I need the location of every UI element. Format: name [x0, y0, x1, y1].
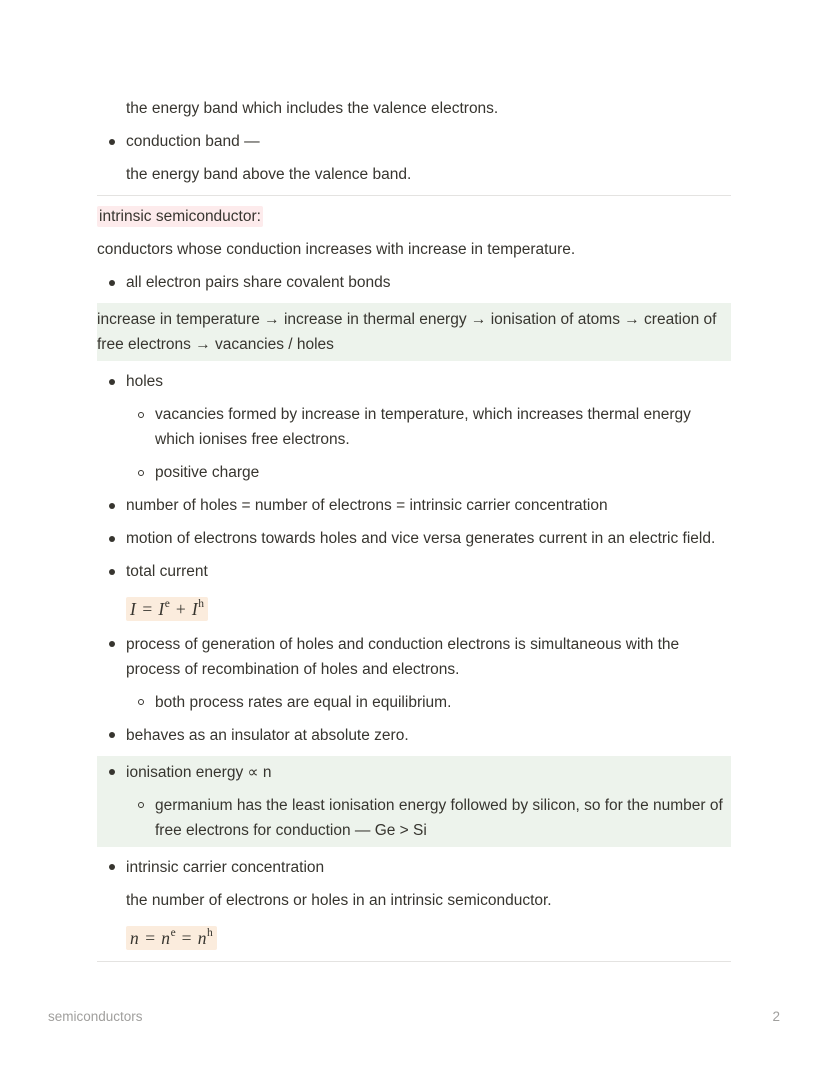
paragraph-valence-band-def: the energy band which includes the valence electrons. [126, 100, 499, 117]
formula-superscript: e [164, 598, 170, 610]
list-item-electron-motion [97, 526, 731, 551]
formula-part: n = n [130, 927, 171, 948]
list-item-text: motion of electrons towards holes and vice versa generates current in an electric field. [126, 530, 716, 547]
formula-carrier-concentration [126, 921, 731, 953]
formula-total-current [126, 592, 731, 624]
bullet-icon [109, 503, 115, 509]
list-item-text: total current [126, 563, 208, 580]
bullet-icon [109, 641, 115, 647]
bullet-marker [97, 632, 126, 657]
circle-bullet-marker [126, 460, 155, 485]
bullet-marker [97, 369, 126, 394]
list-item-insulator [97, 723, 731, 748]
circle-bullet-marker [126, 690, 155, 715]
list-item-total-current [97, 559, 731, 584]
circle-bullet-marker [126, 402, 155, 427]
list-item-text: all electron pairs share covalent bonds [126, 274, 391, 291]
list-item-covalent-bonds [97, 270, 731, 295]
highlighted-term: intrinsic semiconductor: [99, 208, 261, 225]
list-item-text: process of generation of holes and conduction electrons is simultaneous with the process of recombination of holes and electrons. [126, 635, 680, 678]
list-item-text: vacancies formed by increase in temperature, which increases thermal energy which ionises free electrons. [155, 406, 691, 448]
circle-bullet-icon [138, 802, 144, 808]
bullet-marker [97, 270, 126, 295]
highlight-block-temperature-chain [97, 303, 731, 361]
paragraph-intrinsic-def: conductors whose conduction increases with increase in temperature. [97, 241, 576, 258]
list-item-text: ionisation energy ∝ n [126, 763, 272, 781]
bullet-icon [109, 139, 115, 145]
list-item-text: germanium has the least ionisation energy followed by silicon, so for the number of free electrons for conduction — Ge > Si [155, 796, 723, 839]
list-item-carrier-equality [97, 493, 731, 518]
bullet-icon [109, 769, 115, 775]
list-item-text: behaves as an insulator at absolute zero. [126, 726, 409, 744]
paragraph-temperature-chain: increase in temperature → increase in thermal energy → ionisation of atoms → creation of free electrons → vacancies / holes [97, 311, 717, 353]
bullet-icon [109, 536, 115, 542]
footer-doc-title: semiconductors [48, 1009, 143, 1024]
list-item-text: both process rates are equal in equilibrium. [155, 693, 452, 711]
bullet-marker [97, 526, 126, 551]
bullet-marker [97, 855, 126, 880]
bullet-marker [97, 723, 126, 748]
page-footer [48, 1008, 780, 1025]
formula-part: + I [169, 598, 199, 619]
bullet-marker [97, 493, 126, 518]
formula-superscript: h [198, 598, 204, 610]
footer-page-number: 2 [772, 1009, 780, 1024]
list-item-text: conduction band — [126, 133, 260, 150]
paragraph-intrinsic-heading [97, 204, 731, 229]
bullet-marker [97, 559, 126, 584]
list-item-text: number of holes = number of electrons = intrinsic carrier concentration [126, 497, 608, 514]
formula-part: = n [175, 927, 207, 948]
notes-content [97, 88, 731, 970]
math-formula [126, 597, 208, 621]
circle-bullet-icon [138, 412, 144, 418]
bullet-icon [109, 379, 115, 385]
bullet-icon [109, 864, 115, 870]
list-item-holes [97, 369, 731, 394]
math-formula [126, 926, 217, 950]
bullet-icon [109, 280, 115, 286]
divider [97, 195, 731, 196]
circle-bullet-icon [138, 699, 144, 705]
bullet-icon [109, 569, 115, 575]
formula-superscript: h [206, 926, 213, 939]
divider [97, 961, 731, 962]
bullet-icon [109, 732, 115, 738]
bullet-marker [97, 129, 126, 154]
formula-superscript: e [170, 926, 176, 939]
sub-list-item-equilibrium [126, 690, 731, 715]
list-item-text: positive charge [155, 464, 260, 481]
sub-list-item-germanium [126, 793, 731, 843]
formula-part: I = I [130, 598, 165, 619]
list-item-carrier-concentration [97, 855, 731, 880]
list-item-text: holes [126, 373, 164, 390]
list-item-conduction-band [97, 129, 731, 154]
list-item-text: intrinsic carrier concentration [126, 858, 325, 876]
sub-list-item-positive-charge [126, 460, 731, 485]
list-item-generation-recombination [97, 632, 731, 682]
circle-bullet-icon [138, 470, 144, 476]
list-item-ionisation-energy [97, 760, 731, 785]
highlight-block-ionisation-energy [97, 756, 731, 847]
bullet-marker [97, 760, 126, 785]
paragraph-conduction-band-def: the energy band above the valence band. [126, 166, 412, 183]
paragraph-carrier-conc-def: the number of electrons or holes in an intrinsic semiconductor. [126, 891, 552, 909]
circle-bullet-marker [126, 793, 155, 818]
sub-list-item-holes-def [126, 402, 731, 452]
